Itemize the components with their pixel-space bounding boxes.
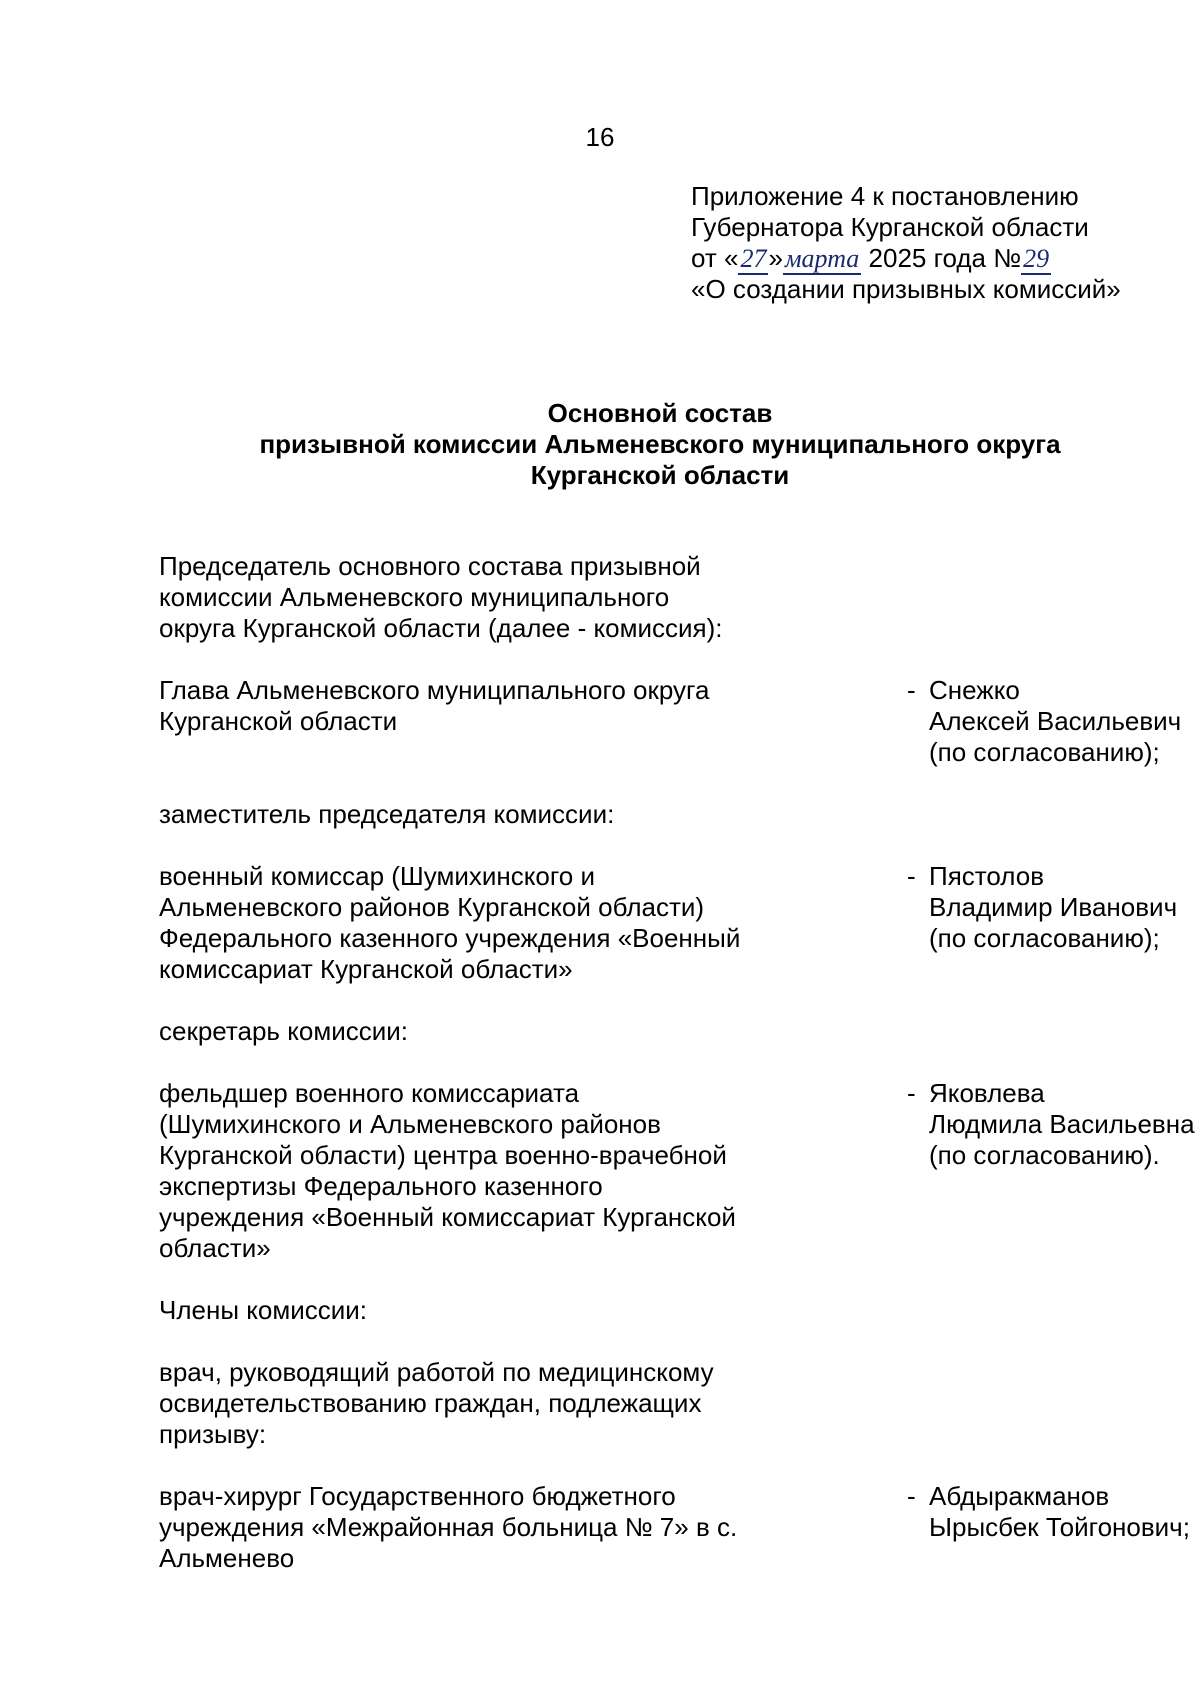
appendix-date-prefix: от « [691, 243, 739, 273]
secretary-person [929, 1078, 1200, 1264]
title-line-1: Основной состав [547, 398, 773, 428]
secretary-entry [159, 1078, 1195, 1264]
chairman-header: Председатель основного состава призывной комиссии Альменевского муниципального округа Курганской области (далее - комиссия): [159, 551, 723, 643]
handwritten-month: марта [784, 244, 860, 273]
secretary-header: секретарь комиссии: [159, 1016, 408, 1046]
deputy-entry [159, 861, 1178, 985]
deputy-header: заместитель председателя комиссии: [159, 799, 615, 829]
chairman-name: Алексей Васильевич [929, 706, 1182, 736]
appendix-date-quote: » [768, 243, 783, 273]
deputy-surname: Пястолов [929, 861, 1045, 891]
members-header: Члены комиссии: [159, 1295, 368, 1325]
document-title [0, 398, 1200, 491]
secretary-role: фельдшер военного комиссариата (Шумихинского и Альменевского районов Курганской области) центра военно-врачебной экспертизы Федерального казенного учреждения «Военный комиссариат Курганской области» [159, 1078, 736, 1263]
deputy-dash: - [907, 861, 916, 891]
title-line-3: Курганской области [530, 460, 790, 490]
deputy-role: военный комиссар (Шумихинского и Альменевского районов Курганской области) Федерального казенного учреждения «Военный комиссариат Курганской области» [159, 861, 741, 984]
doctor-dash: - [907, 1481, 916, 1511]
secretary-name: Людмила Васильевна [929, 1109, 1195, 1139]
deputy-name: Владимир Иванович [929, 892, 1178, 922]
doctor-entry [159, 1481, 1190, 1574]
appendix-line-4: «О создании призывных комиссий» [691, 274, 1121, 304]
secretary-note: (по согласованию). [929, 1140, 1160, 1170]
chairman-person [929, 675, 1200, 768]
doctor-surname: Абдыракманов [929, 1481, 1110, 1511]
appendix-line-1: Приложение 4 к постановлению [691, 181, 1079, 211]
chairman-role: Глава Альменевского муниципального округа Курганской области [159, 675, 710, 736]
chairman-dash: - [907, 675, 916, 705]
title-line-2: призывной комиссии Альменевского муниципального округа [259, 429, 1061, 459]
chairman-note: (по согласованию); [929, 737, 1160, 767]
chairman-entry [159, 675, 1182, 768]
handwritten-number: 29 [1023, 244, 1050, 273]
appendix-year: 2025 года № [861, 243, 1022, 273]
page-number: 16 [585, 122, 615, 152]
deputy-person [929, 861, 1200, 985]
handwritten-day: 27 [740, 244, 767, 273]
chairman-surname: Снежко [929, 675, 1020, 705]
deputy-note: (по согласованию); [929, 923, 1160, 953]
doctor-role: врач-хирург Государственного бюджетного учреждения «Межрайонная больница № 7» в с. Альменево [159, 1481, 738, 1573]
secretary-dash: - [907, 1078, 916, 1108]
appendix-line-3 [691, 243, 1191, 274]
doctor-header: врач, руководящий работой по медицинскому освидетельствованию граждан, подлежащих призыву: [159, 1357, 714, 1449]
document-body [159, 551, 1195, 1605]
doctor-name: Ырысбек Тойгонович; [929, 1512, 1190, 1542]
appendix-line-2: Губернатора Курганской области [691, 212, 1089, 242]
doctor-person [929, 1481, 1200, 1574]
appendix-header [691, 181, 1191, 305]
secretary-surname: Яковлева [929, 1078, 1045, 1108]
